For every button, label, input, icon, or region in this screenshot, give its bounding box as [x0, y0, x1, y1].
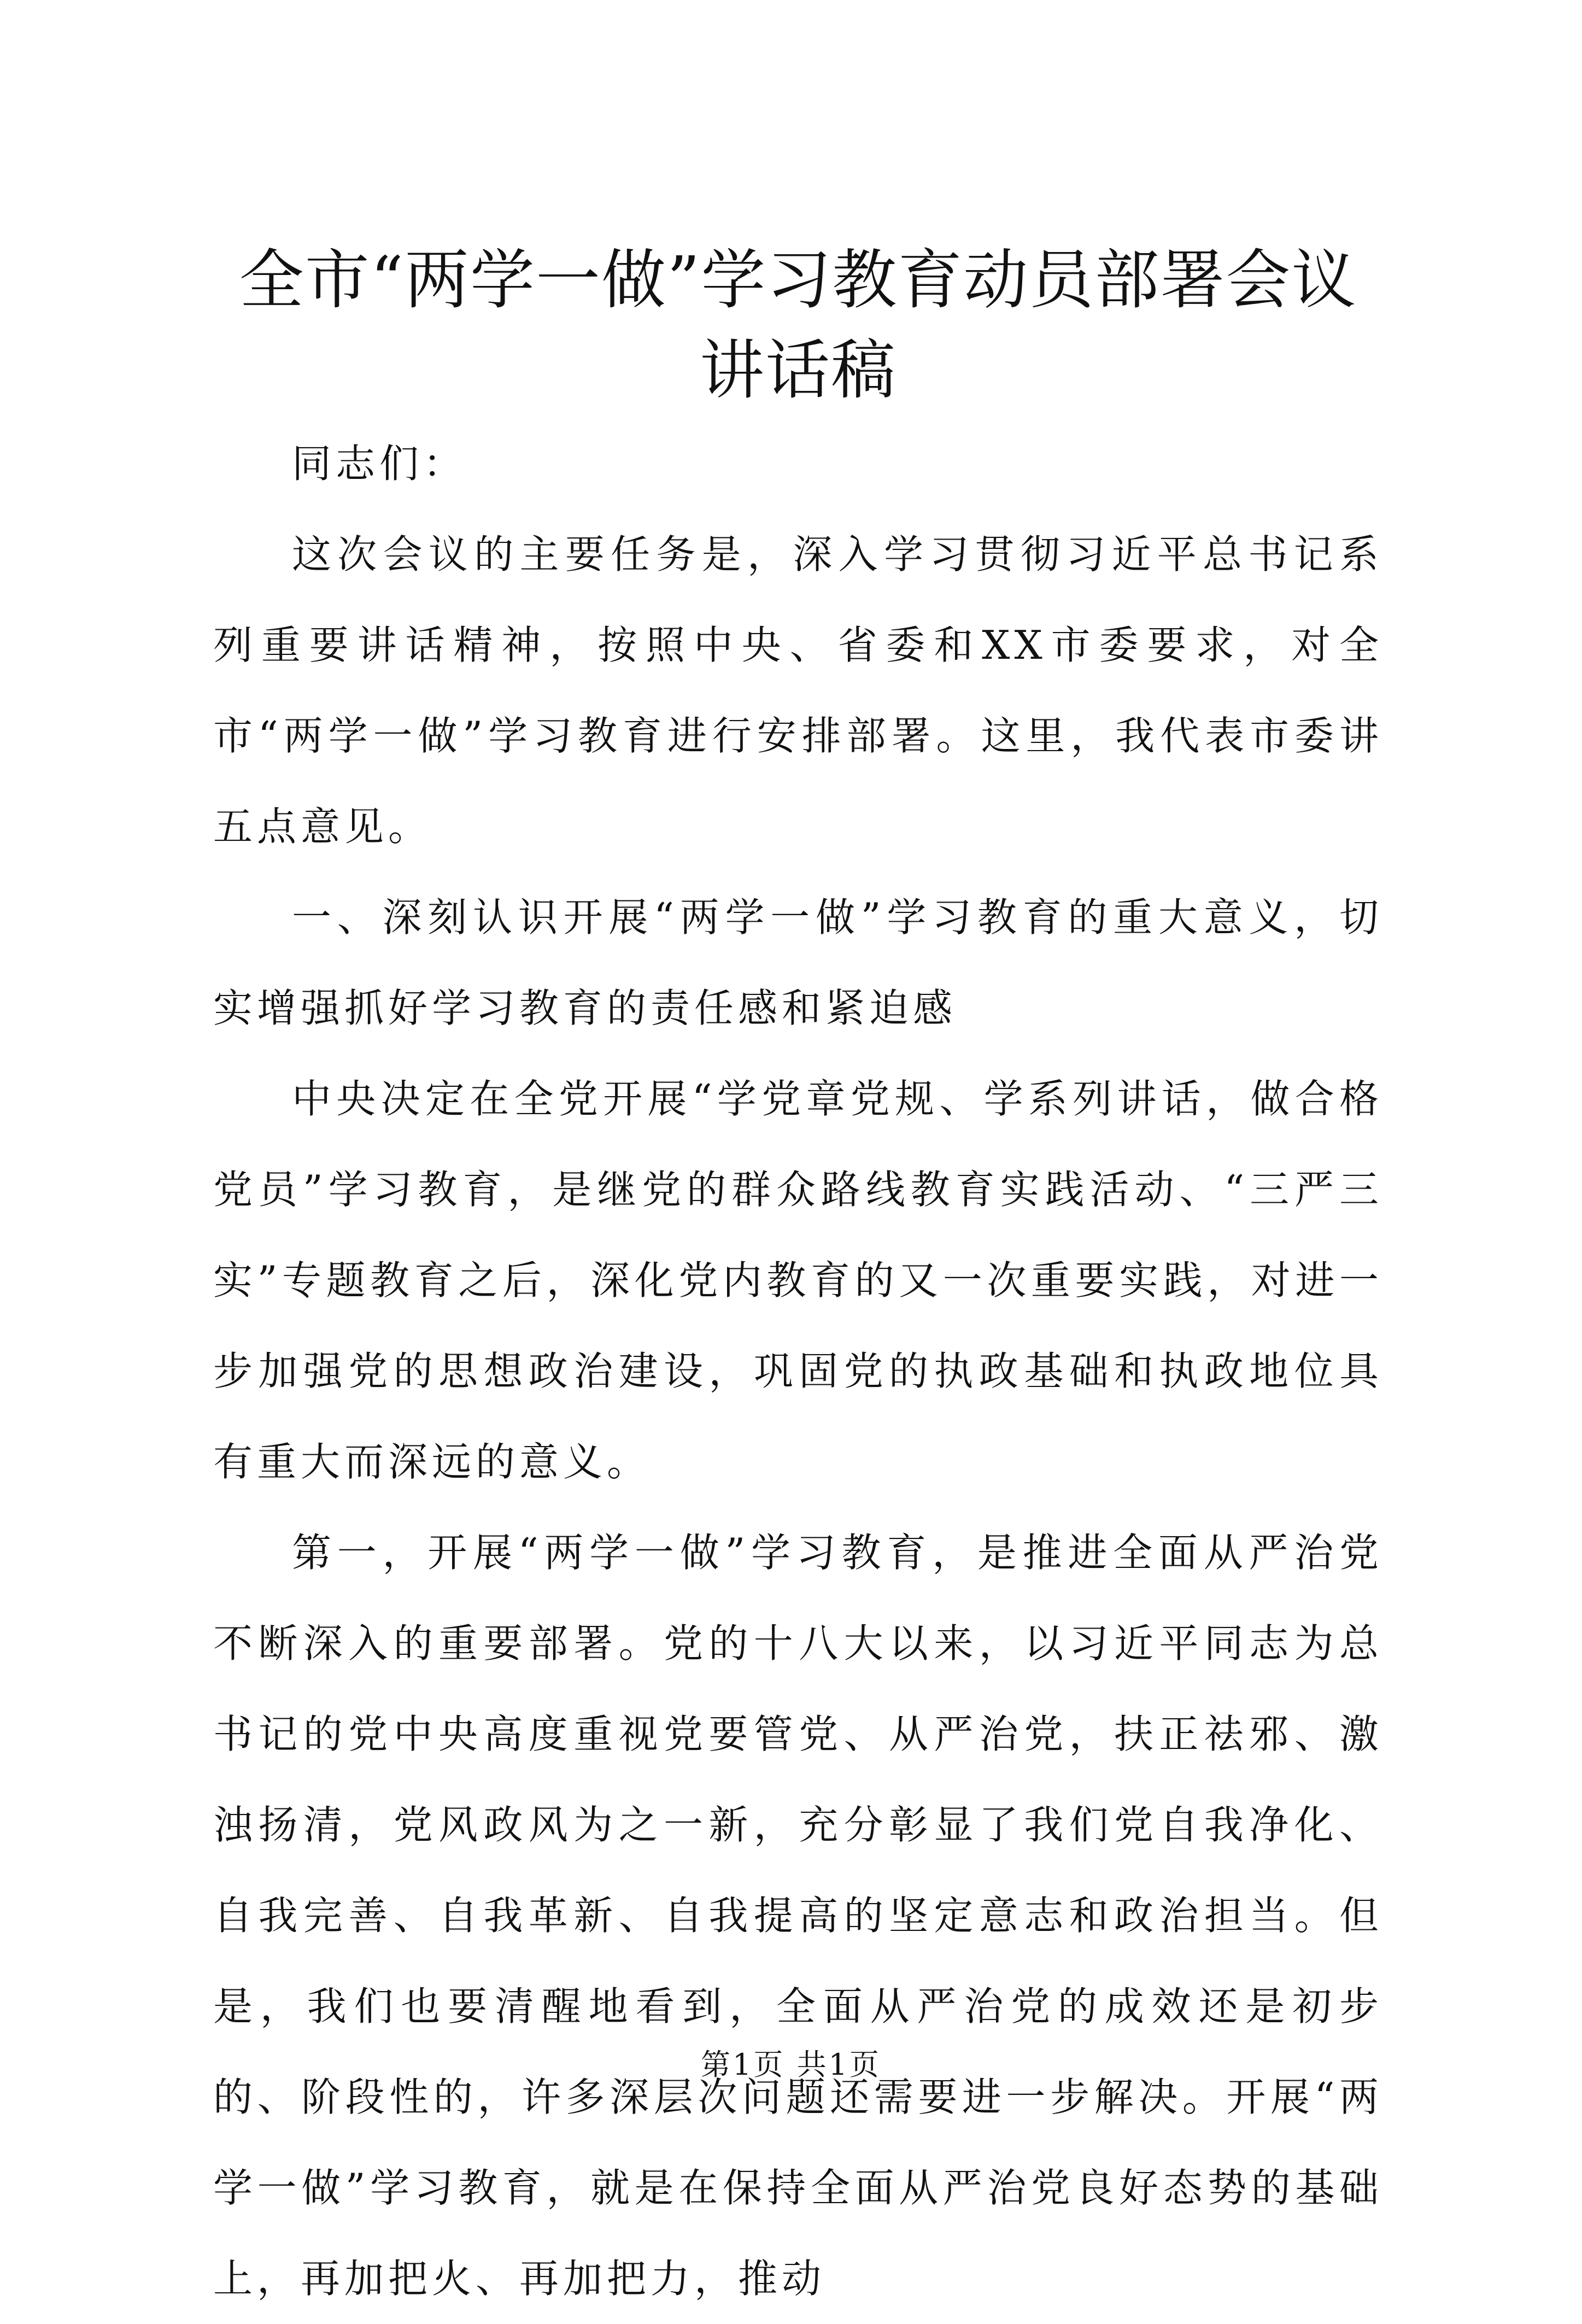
document-body	[213, 418, 1383, 2324]
intro-paragraph: 这次会议的主要任务是，深入学习贯彻习近平总书记系列重要讲话精神，按照中央、省委和XX市委要求，对全市“两学一做”学习教育进行安排部署。这里，我代表市委讲五点意见。	[213, 531, 1383, 850]
body-paragraph: 第一，开展“两学一做”学习教育，是推进全面从严治党不断深入的重要部署。党的十八大以来，以习近平同志为总书记的党中央高度重视党要管党、从严治党，扶正祛邪、激浊扬清，党风政风为之一新，充分彰显了我们党自我净化、自我完善、自我革新、自我提高的坚定意志和政治担当。但是，我们也要清醒地看到，全面从严治党的成效还是初步的、阶段性的，许多深层次问题还需要进一步解决。开展“两学一做”学习教育，就是在保持全面从严治党良好态势的基础上，再加把火、再加把力，推动	[213, 1530, 1383, 2302]
page-footer: 第1页 共1页	[701, 2047, 881, 2082]
document-title: 全市“两学一做”学习教育动员部署会议讲话稿	[239, 242, 1357, 408]
body-paragraph: 中央决定在全党开展“学党章党规、学系列讲话，做合格党员”学习教育，是继党的群众路线教育实践活动、“三严三实”专题教育之后，深化党内教育的又一次重要实践，对进一步加强党的思想政治建设，巩固党的执政基础和执政地位具有重大而深远的意义。	[213, 1076, 1383, 1485]
section-heading: 一、深刻认识开展“两学一做”学习教育的重大意义，切实增强抓好学习教育的责任感和紧迫感	[213, 894, 1383, 1031]
greeting-paragraph: 同志们：	[292, 441, 467, 487]
